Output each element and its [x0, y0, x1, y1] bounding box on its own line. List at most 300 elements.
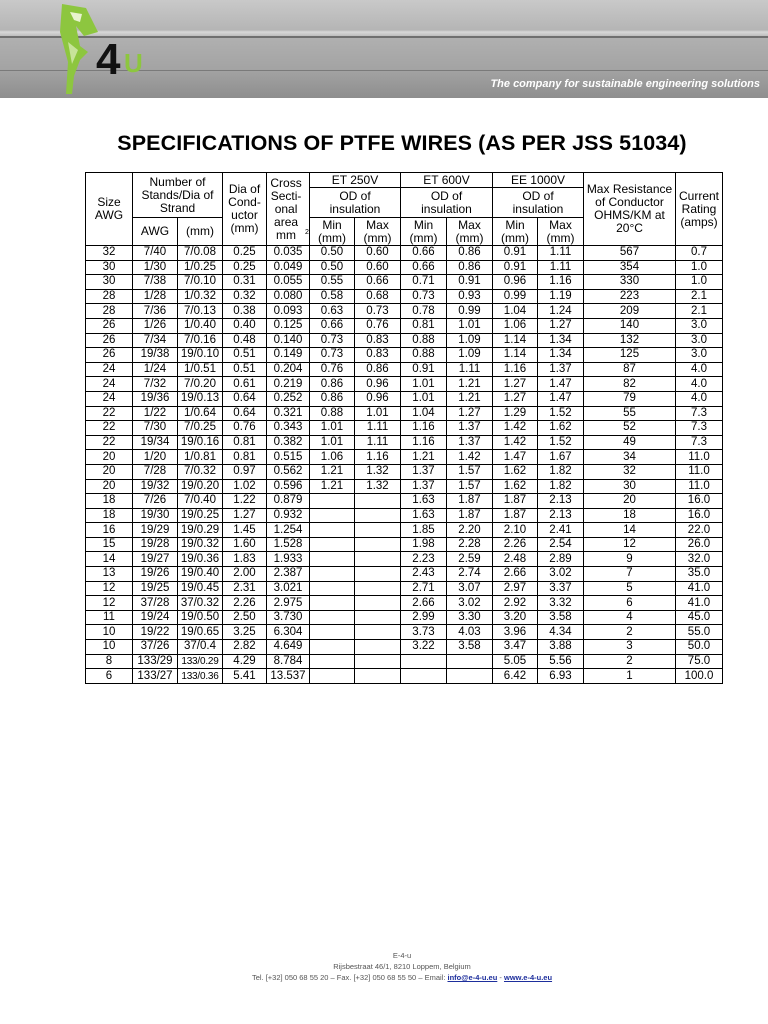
table-cell: 1.52 — [538, 406, 584, 421]
table-cell: 3.07 — [447, 581, 493, 596]
table-cell: 11.0 — [676, 450, 723, 465]
table-cell: 1.27 — [223, 508, 267, 523]
table-cell: 1.01 — [447, 318, 493, 333]
table-cell: 3.58 — [447, 640, 493, 655]
table-cell: 1.11 — [538, 260, 584, 275]
table-cell: 5.56 — [538, 654, 584, 669]
header-min — [310, 218, 355, 246]
header-awg: AWG — [133, 218, 178, 246]
table-cell: 1.21 — [447, 377, 493, 392]
table-cell: 19/32 — [133, 479, 178, 494]
table-cell: 19/36 — [133, 391, 178, 406]
table-cell: 0.86 — [310, 391, 355, 406]
table-cell: 1.42 — [493, 421, 538, 436]
min-label: Min (mm) — [501, 217, 529, 245]
footer-company: E-4-u — [392, 951, 412, 960]
footer-contact — [0, 972, 768, 983]
table-cell: 1.01 — [401, 377, 447, 392]
table-cell: 3.30 — [447, 610, 493, 625]
table-cell: 20 — [86, 479, 133, 494]
table-cell: 19/0.16 — [178, 435, 223, 450]
table-cell: 0.99 — [447, 304, 493, 319]
table-row — [86, 450, 723, 465]
table-cell: 0.64 — [223, 391, 267, 406]
table-cell — [310, 581, 355, 596]
table-cell: 1.16 — [493, 362, 538, 377]
table-cell: 2.99 — [401, 610, 447, 625]
table-cell: 0.219 — [267, 377, 310, 392]
table-cell: 0.73 — [355, 304, 401, 319]
table-row — [86, 304, 723, 319]
table-cell: 2.82 — [223, 640, 267, 655]
table-cell: 0.140 — [267, 333, 310, 348]
table-row — [86, 610, 723, 625]
max-label: Max (mm) — [546, 217, 575, 245]
table-cell: 49 — [584, 435, 676, 450]
table-cell — [355, 494, 401, 509]
header-od-ee1000 — [493, 188, 584, 218]
cross-section-label: Cross Secti-onal area mm — [270, 175, 302, 242]
table-cell: 0.66 — [355, 275, 401, 290]
table-cell: 7/26 — [133, 494, 178, 509]
table-cell: 1.04 — [493, 304, 538, 319]
table-cell — [401, 669, 447, 684]
table-cell: 1/28 — [133, 289, 178, 304]
table-row — [86, 348, 723, 363]
table-cell: 55 — [584, 406, 676, 421]
table-cell: 133/0.29 — [178, 654, 223, 669]
table-cell: 1.62 — [493, 479, 538, 494]
table-cell — [355, 625, 401, 640]
table-cell: 7.3 — [676, 421, 723, 436]
table-row — [86, 377, 723, 392]
logo-number: 4 — [96, 35, 121, 84]
cross-section-superscript: 2 — [305, 228, 309, 236]
table-cell: 2.20 — [447, 523, 493, 538]
table-cell: 0.63 — [310, 304, 355, 319]
table-cell: 0.51 — [223, 348, 267, 363]
od-label: OD of insulation — [421, 188, 472, 216]
table-row — [86, 537, 723, 552]
table-cell: 2.13 — [538, 494, 584, 509]
od-label: OD of insulation — [512, 188, 564, 216]
table-cell: 19/0.32 — [178, 537, 223, 552]
table-cell: 1.16 — [401, 421, 447, 436]
header-max — [447, 218, 493, 246]
table-cell: 0.48 — [223, 333, 267, 348]
table-cell: 7/0.10 — [178, 275, 223, 290]
table-cell: 5 — [584, 581, 676, 596]
table-cell: 19/0.40 — [178, 567, 223, 582]
table-cell: 1.27 — [447, 406, 493, 421]
table-cell: 1.82 — [538, 464, 584, 479]
table-cell: 0.91 — [493, 246, 538, 261]
table-body — [86, 246, 723, 684]
table-cell: 1/0.81 — [178, 450, 223, 465]
table-cell: 1 — [584, 669, 676, 684]
table-cell: 19/0.25 — [178, 508, 223, 523]
table-row — [86, 260, 723, 275]
table-cell: 30 — [86, 275, 133, 290]
table-cell: 79 — [584, 391, 676, 406]
table-cell: 6.42 — [493, 669, 538, 684]
table-cell — [355, 552, 401, 567]
table-cell: 2.41 — [538, 523, 584, 538]
table-cell: 16.0 — [676, 494, 723, 509]
table-row — [86, 508, 723, 523]
table-cell: 0.66 — [401, 246, 447, 261]
table-cell: 1.52 — [538, 435, 584, 450]
table-cell: 2.50 — [223, 610, 267, 625]
table-cell — [355, 581, 401, 596]
table-cell: 1.87 — [447, 494, 493, 509]
table-cell: 19/27 — [133, 552, 178, 567]
table-cell — [310, 552, 355, 567]
table-cell — [355, 537, 401, 552]
table-cell: 0.60 — [355, 246, 401, 261]
table-cell: 20 — [584, 494, 676, 509]
table-cell: 26.0 — [676, 537, 723, 552]
table-cell — [310, 610, 355, 625]
table-cell: 7/32 — [133, 377, 178, 392]
table-cell: 7/0.16 — [178, 333, 223, 348]
table-cell: 37/26 — [133, 640, 178, 655]
table-cell: 37/0.32 — [178, 596, 223, 611]
table-cell — [355, 508, 401, 523]
table-cell — [355, 610, 401, 625]
table-cell: 3.02 — [447, 596, 493, 611]
table-cell: 19/29 — [133, 523, 178, 538]
e4u-logo-icon — [58, 2, 158, 96]
table-cell: 22 — [86, 421, 133, 436]
table-cell: 1/30 — [133, 260, 178, 275]
table-cell: 19/0.45 — [178, 581, 223, 596]
size-awg-label: Size AWG — [94, 195, 124, 222]
table-cell: 0.71 — [401, 275, 447, 290]
table-row — [86, 289, 723, 304]
table-cell — [310, 523, 355, 538]
table-cell: 1.16 — [538, 275, 584, 290]
table-cell: 1.0 — [676, 260, 723, 275]
table-cell: 1.09 — [447, 333, 493, 348]
table-cell: 7/0.13 — [178, 304, 223, 319]
table-row — [86, 362, 723, 377]
table-cell: 2.71 — [401, 581, 447, 596]
table-cell: 10 — [86, 625, 133, 640]
table-cell: 1.37 — [447, 435, 493, 450]
table-cell: 3.0 — [676, 333, 723, 348]
table-cell: 0.382 — [267, 435, 310, 450]
table-cell: 19/30 — [133, 508, 178, 523]
table-cell: 52 — [584, 421, 676, 436]
table-cell: 1.21 — [310, 464, 355, 479]
table-cell: 82 — [584, 377, 676, 392]
table-cell: 9 — [584, 552, 676, 567]
table-cell: 7 — [584, 567, 676, 582]
table-cell: 125 — [584, 348, 676, 363]
table-cell: 0.252 — [267, 391, 310, 406]
table-row — [86, 567, 723, 582]
table-cell: 7/34 — [133, 333, 178, 348]
table-cell: 1.21 — [401, 450, 447, 465]
table-cell: 5.05 — [493, 654, 538, 669]
table-cell: 35.0 — [676, 567, 723, 582]
footer-phone-fax: Tel. [+32] 050 68 55 20 – Fax. [+32] 050 68 55 50 – Email: — [251, 973, 448, 982]
table-cell: 14 — [86, 552, 133, 567]
table-cell: 1.16 — [355, 450, 401, 465]
table-cell: 1.63 — [401, 508, 447, 523]
table-cell: 1.83 — [223, 552, 267, 567]
table-cell: 6 — [86, 669, 133, 684]
header-max — [538, 218, 584, 246]
table-cell: 3.88 — [538, 640, 584, 655]
table-cell: 19/34 — [133, 435, 178, 450]
table-cell: 1.11 — [355, 421, 401, 436]
table-cell: 1.933 — [267, 552, 310, 567]
table-cell: 3.32 — [538, 596, 584, 611]
table-cell: 2.54 — [538, 537, 584, 552]
table-cell — [310, 640, 355, 655]
table-cell: 24 — [86, 377, 133, 392]
table-cell: 0.91 — [447, 275, 493, 290]
table-cell: 37/28 — [133, 596, 178, 611]
strands-label: Number of Stands/Dia of Strand — [141, 174, 214, 215]
table-cell: 4.0 — [676, 377, 723, 392]
table-cell: 1/0.32 — [178, 289, 223, 304]
table-cell — [310, 625, 355, 640]
table-cell: 41.0 — [676, 596, 723, 611]
table-cell: 1.14 — [493, 333, 538, 348]
table-cell: 32 — [584, 464, 676, 479]
max-resistance-label: Max Resistance of Conductor OHMS/KM at 20°C — [586, 182, 673, 235]
header-conductor-dia — [223, 173, 267, 246]
table-cell: 0.81 — [223, 435, 267, 450]
table-cell: 4.34 — [538, 625, 584, 640]
table-cell — [355, 669, 401, 684]
table-cell: 1.22 — [223, 494, 267, 509]
table-cell: 15 — [86, 537, 133, 552]
table-cell: 1.42 — [447, 450, 493, 465]
header-current-rating — [676, 173, 723, 246]
table-cell: 2.97 — [493, 581, 538, 596]
table-cell: 7.3 — [676, 435, 723, 450]
table-cell: 7.3 — [676, 406, 723, 421]
table-cell: 19/28 — [133, 537, 178, 552]
table-cell: 2.31 — [223, 581, 267, 596]
table-cell: 330 — [584, 275, 676, 290]
table-cell: 0.83 — [355, 333, 401, 348]
table-cell: 0.78 — [401, 304, 447, 319]
table-cell: 0.76 — [310, 362, 355, 377]
table-cell — [310, 567, 355, 582]
table-cell: 1.29 — [493, 406, 538, 421]
table-cell: 7/0.32 — [178, 464, 223, 479]
table-row — [86, 669, 723, 684]
table-cell: 1.27 — [493, 391, 538, 406]
table-cell: 3.37 — [538, 581, 584, 596]
table-cell: 1.24 — [538, 304, 584, 319]
table-cell: 2 — [584, 625, 676, 640]
header-banner — [0, 0, 768, 98]
table-cell: 1.47 — [538, 377, 584, 392]
table-cell: 2.975 — [267, 596, 310, 611]
table-cell: 1.21 — [447, 391, 493, 406]
table-cell: 7/40 — [133, 246, 178, 261]
table-cell: 0.86 — [355, 362, 401, 377]
table-cell: 4 — [584, 610, 676, 625]
table-cell — [310, 654, 355, 669]
table-cell: 3.20 — [493, 610, 538, 625]
table-cell: 1.87 — [447, 508, 493, 523]
table-cell: 0.86 — [447, 246, 493, 261]
table-cell: 1.0 — [676, 275, 723, 290]
header-et250: ET 250V — [310, 173, 401, 188]
table-cell — [310, 494, 355, 509]
table-cell: 0.080 — [267, 289, 310, 304]
table-cell: 0.97 — [223, 464, 267, 479]
table-cell: 1/22 — [133, 406, 178, 421]
table-cell: 1.01 — [310, 421, 355, 436]
table-cell: 2.74 — [447, 567, 493, 582]
table-cell: 4.0 — [676, 362, 723, 377]
table-cell: 1.63 — [401, 494, 447, 509]
table-cell: 0.38 — [223, 304, 267, 319]
table-cell: 0.61 — [223, 377, 267, 392]
table-cell: 16 — [86, 523, 133, 538]
table-cell: 0.343 — [267, 421, 310, 436]
header-mm: (mm) — [178, 218, 223, 246]
footer-email-link[interactable]: info@e-4-u.eu — [447, 973, 498, 982]
table-cell: 1.98 — [401, 537, 447, 552]
table-cell: 1.87 — [493, 508, 538, 523]
table-cell: 1.47 — [538, 391, 584, 406]
table-cell: 0.91 — [401, 362, 447, 377]
footer-web-link[interactable]: www.e-4-u.eu — [503, 973, 553, 982]
table-cell: 0.60 — [355, 260, 401, 275]
table-cell: 19/22 — [133, 625, 178, 640]
header-min — [401, 218, 447, 246]
table-cell: 0.035 — [267, 246, 310, 261]
table-cell: 8 — [86, 654, 133, 669]
table-cell: 0.64 — [223, 406, 267, 421]
table-cell: 19/0.36 — [178, 552, 223, 567]
table-cell: 0.049 — [267, 260, 310, 275]
table-cell: 0.204 — [267, 362, 310, 377]
table-cell: 1.32 — [355, 479, 401, 494]
table-cell: 0.055 — [267, 275, 310, 290]
table-cell: 19/0.13 — [178, 391, 223, 406]
table-cell: 0.83 — [355, 348, 401, 363]
table-cell: 0.66 — [310, 318, 355, 333]
table-row — [86, 318, 723, 333]
header-max — [355, 218, 401, 246]
table-cell: 7/38 — [133, 275, 178, 290]
table-cell: 37/0.4 — [178, 640, 223, 655]
table-cell: 2.387 — [267, 567, 310, 582]
table-cell: 0.149 — [267, 348, 310, 363]
table-row — [86, 464, 723, 479]
table-cell: 28 — [86, 289, 133, 304]
table-cell: 22.0 — [676, 523, 723, 538]
table-cell: 0.321 — [267, 406, 310, 421]
table-cell: 13 — [86, 567, 133, 582]
table-cell: 2.28 — [447, 537, 493, 552]
table-cell: 133/0.36 — [178, 669, 223, 684]
footer-separator: - — [497, 973, 504, 982]
table-cell: 2.92 — [493, 596, 538, 611]
table-cell — [310, 508, 355, 523]
table-cell: 1.16 — [401, 435, 447, 450]
table-cell — [310, 669, 355, 684]
table-cell: 12 — [86, 596, 133, 611]
table-cell: 0.73 — [401, 289, 447, 304]
table-cell: 0.96 — [355, 391, 401, 406]
table-row — [86, 435, 723, 450]
table-cell: 26 — [86, 318, 133, 333]
table-cell: 209 — [584, 304, 676, 319]
table-cell: 24 — [86, 391, 133, 406]
table-cell: 75.0 — [676, 654, 723, 669]
table-cell: 7/36 — [133, 304, 178, 319]
table-cell: 2.48 — [493, 552, 538, 567]
footer-address: Rijsbestraat 46/1, 8210 Loppem, Belgium — [333, 962, 471, 971]
table-cell: 41.0 — [676, 581, 723, 596]
table-cell: 1.34 — [538, 348, 584, 363]
table-cell: 1.47 — [493, 450, 538, 465]
table-cell: 7/30 — [133, 421, 178, 436]
table-cell — [355, 654, 401, 669]
table-cell: 1/20 — [133, 450, 178, 465]
table-cell — [310, 537, 355, 552]
table-cell: 18 — [86, 494, 133, 509]
table-cell: 22 — [86, 435, 133, 450]
table-cell: 3.0 — [676, 318, 723, 333]
table-row — [86, 421, 723, 436]
table-cell: 0.25 — [223, 246, 267, 261]
table-cell: 0.7 — [676, 246, 723, 261]
table-cell: 1.32 — [355, 464, 401, 479]
table-cell: 3.96 — [493, 625, 538, 640]
table-cell: 1.06 — [493, 318, 538, 333]
table-cell: 0.88 — [401, 348, 447, 363]
table-cell: 11 — [86, 610, 133, 625]
table-cell: 7/28 — [133, 464, 178, 479]
table-cell: 32 — [86, 246, 133, 261]
table-cell: 0.50 — [310, 260, 355, 275]
table-cell: 1.01 — [310, 435, 355, 450]
table-cell: 6 — [584, 596, 676, 611]
table-cell: 1.37 — [401, 479, 447, 494]
table-cell: 1.37 — [401, 464, 447, 479]
table-cell: 1.254 — [267, 523, 310, 538]
table-cell: 3.58 — [538, 610, 584, 625]
table-cell: 7/0.08 — [178, 246, 223, 261]
table-cell: 1.34 — [538, 333, 584, 348]
table-cell: 1.04 — [401, 406, 447, 421]
table-cell: 0.73 — [310, 333, 355, 348]
table-cell: 100.0 — [676, 669, 723, 684]
table-cell: 19/25 — [133, 581, 178, 596]
table-cell: 19/0.50 — [178, 610, 223, 625]
table-row — [86, 552, 723, 567]
table-cell: 3.25 — [223, 625, 267, 640]
table-cell: 2.26 — [493, 537, 538, 552]
table-cell: 1.87 — [493, 494, 538, 509]
min-label: Min (mm) — [409, 217, 438, 245]
table-cell: 1.67 — [538, 450, 584, 465]
table-cell: 1/0.64 — [178, 406, 223, 421]
table-cell: 1/0.25 — [178, 260, 223, 275]
